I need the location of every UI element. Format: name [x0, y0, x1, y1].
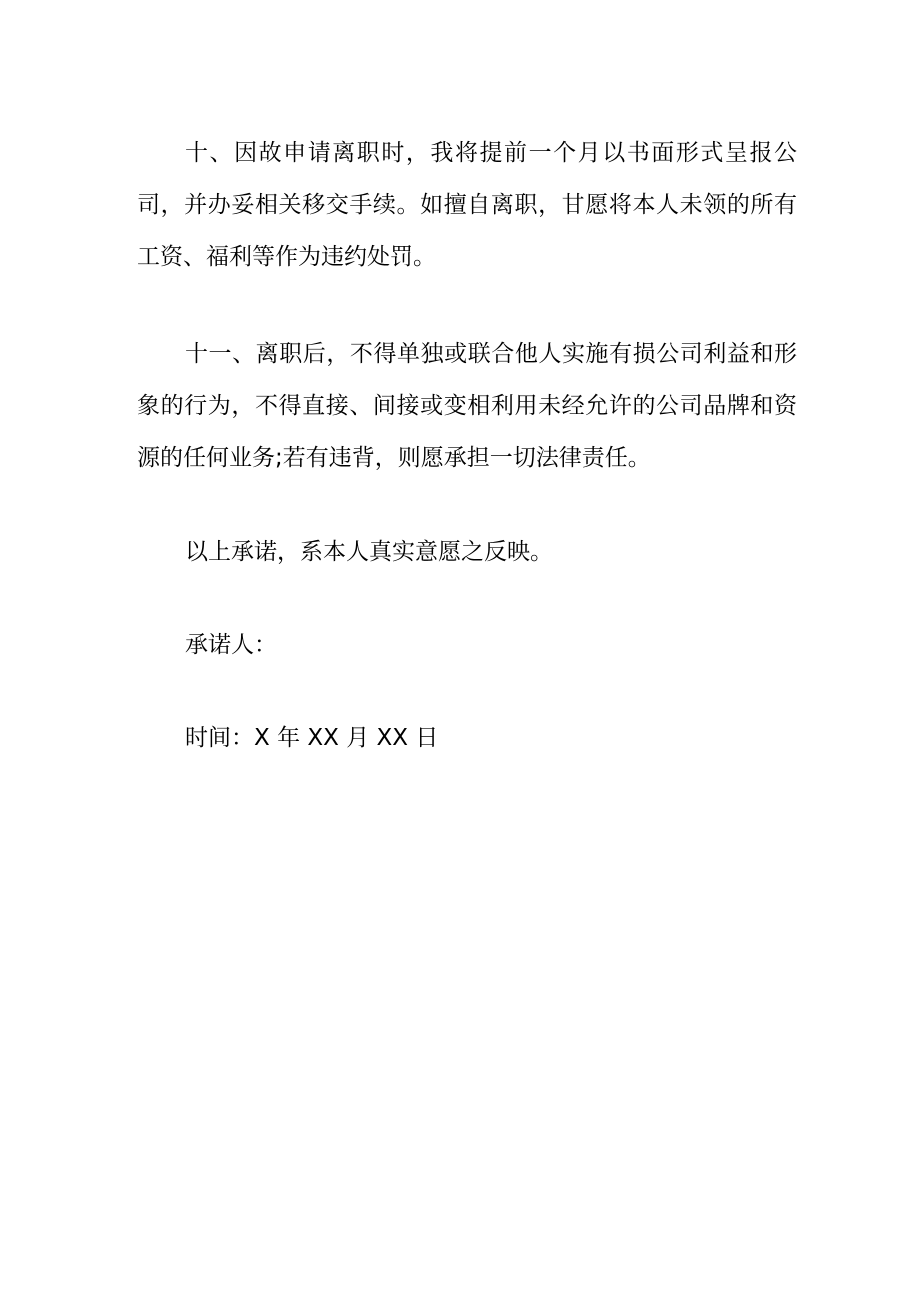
promisor-signature-line: 承诺人： — [185, 632, 277, 658]
commitment-statement: 以上承诺，系本人真实意愿之反映。 — [185, 539, 553, 565]
document-body — [137, 127, 797, 764]
clause-ten-paragraph: 十、因故申请离职时，我将提前一个月以书面形式呈报公司，并办妥相关移交手续。如擅自离职，甘愿将本人未领的所有工资、福利等作为违约处罚。 — [137, 140, 797, 270]
date-line: 时间：X 年 XX 月 XX 日 — [185, 725, 439, 751]
clause-eleven-paragraph: 十一、离职后，不得单独或联合他人实施有损公司利益和形象的行为，不得直接、间接或变相利用未经允许的公司品牌和资源的任何业务;若有违背，则愿承担一切法律责任。 — [137, 341, 797, 471]
